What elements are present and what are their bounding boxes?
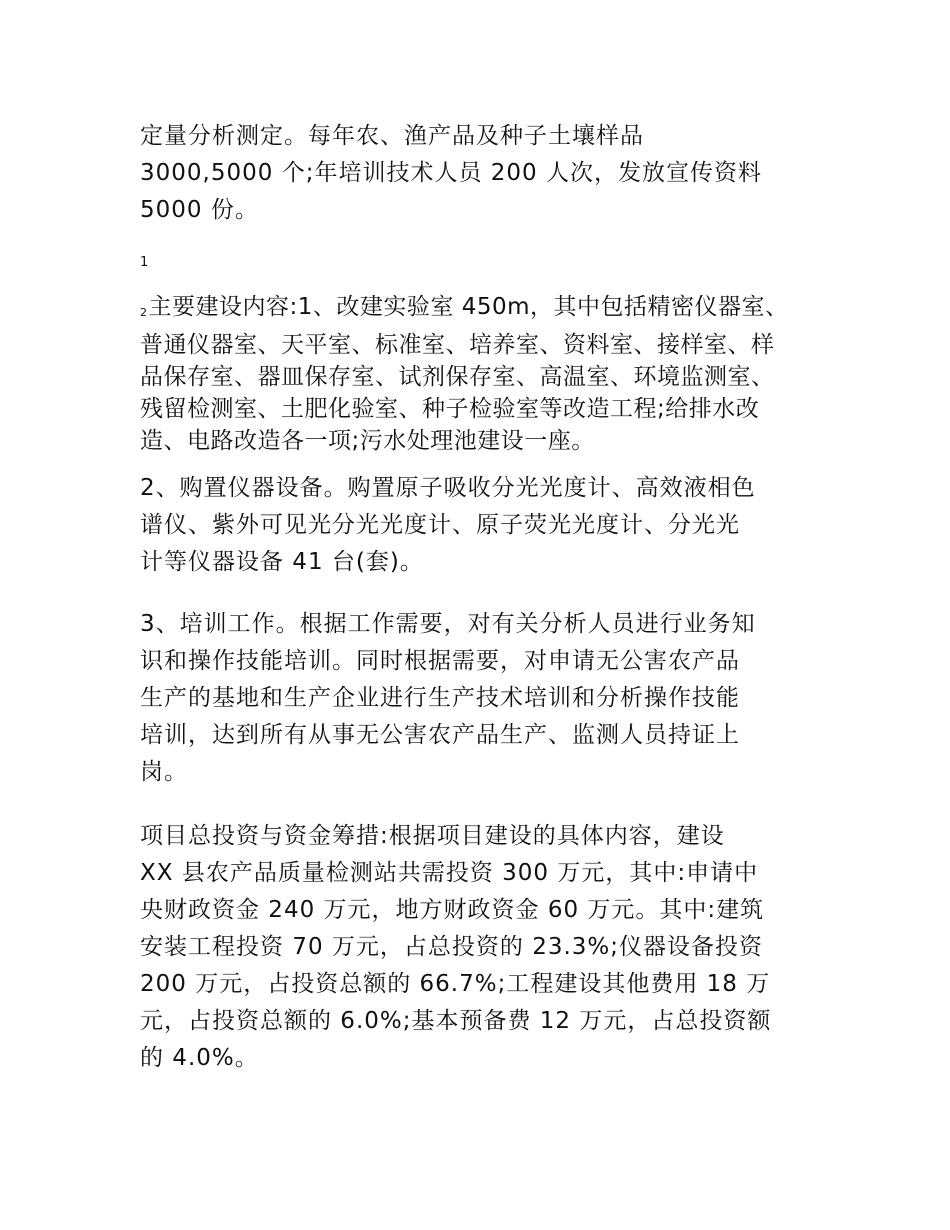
text-line: 岗。 <box>140 759 188 785</box>
text-line: 培训，达到所有从事无公害农产品生产、监测人员持证上 <box>140 722 740 748</box>
text-line: 5000 份。 <box>140 197 259 223</box>
paragraph-sampling <box>140 118 816 229</box>
paragraph-equipment <box>140 470 816 581</box>
text-line: 3000,5000 个;年培训技术人员 200 人次，发放宣传资料 <box>140 160 762 186</box>
text-line: 生产的基地和生产企业进行生产技术培训和分析操作技能 <box>140 685 740 711</box>
text-line: 谱仪、紫外可见光分光光度计、原子荧光光度计、分光光 <box>140 512 740 538</box>
paragraph-training <box>140 606 816 791</box>
text-line: 的 4.0%。 <box>140 1045 259 1071</box>
footnote-marker: 1 <box>140 255 149 270</box>
text-line-content: 主要建设内容:1、改建实验室 450m，其中包括精密仪器室、 <box>148 294 789 320</box>
text-line: 残留检测室、土肥化验室、种子检验室等改造工程;给排水改 <box>140 396 760 422</box>
text-line: 计等仪器设备 41 台(套)。 <box>140 549 424 575</box>
text-line: 安装工程投资 70 万元，占总投资的 23.3%;仪器设备投资 <box>140 934 764 960</box>
text-line: 3、培训工作。根据工作需要，对有关分析人员进行业务知 <box>140 611 756 637</box>
text-line: 造、电路改造各一项;污水处理池建设一座。 <box>140 428 595 454</box>
text-line: 元，占投资总额的 6.0%;基本预备费 12 万元，占总投资额 <box>140 1008 772 1034</box>
text-line: 定量分析测定。每年农、渔产品及种子土壤样品 <box>140 123 644 149</box>
text-line: 普通仪器室、天平室、标准室、培养室、资料室、接样室、样 <box>140 332 775 358</box>
paragraph-investment <box>140 818 816 1077</box>
text-line: 200 万元，占投资总额的 66.7%;工程建设其他费用 18 万 <box>140 971 771 997</box>
text-line: 2、购置仪器设备。购置原子吸收分光光度计、高效液相色 <box>140 475 756 501</box>
text-line: 品保存室、器皿保存室、试剂保存室、高温室、环境监测室、 <box>140 364 775 390</box>
paragraph-construction-contents <box>140 291 816 457</box>
text-line <box>140 291 816 329</box>
text-line: 识和操作技能培训。同时根据需要，对申请无公害农产品 <box>140 648 740 674</box>
text-line: 项目总投资与资金筹措:根据项目建设的具体内容，建设 <box>140 823 725 849</box>
text-line: XX 县农产品质量检测站共需投资 300 万元，其中:申请中 <box>140 860 759 886</box>
text-line: 央财政资金 240 万元，地方财政资金 60 万元。其中:建筑 <box>140 897 765 923</box>
footnote-ref: 2 <box>140 306 148 319</box>
